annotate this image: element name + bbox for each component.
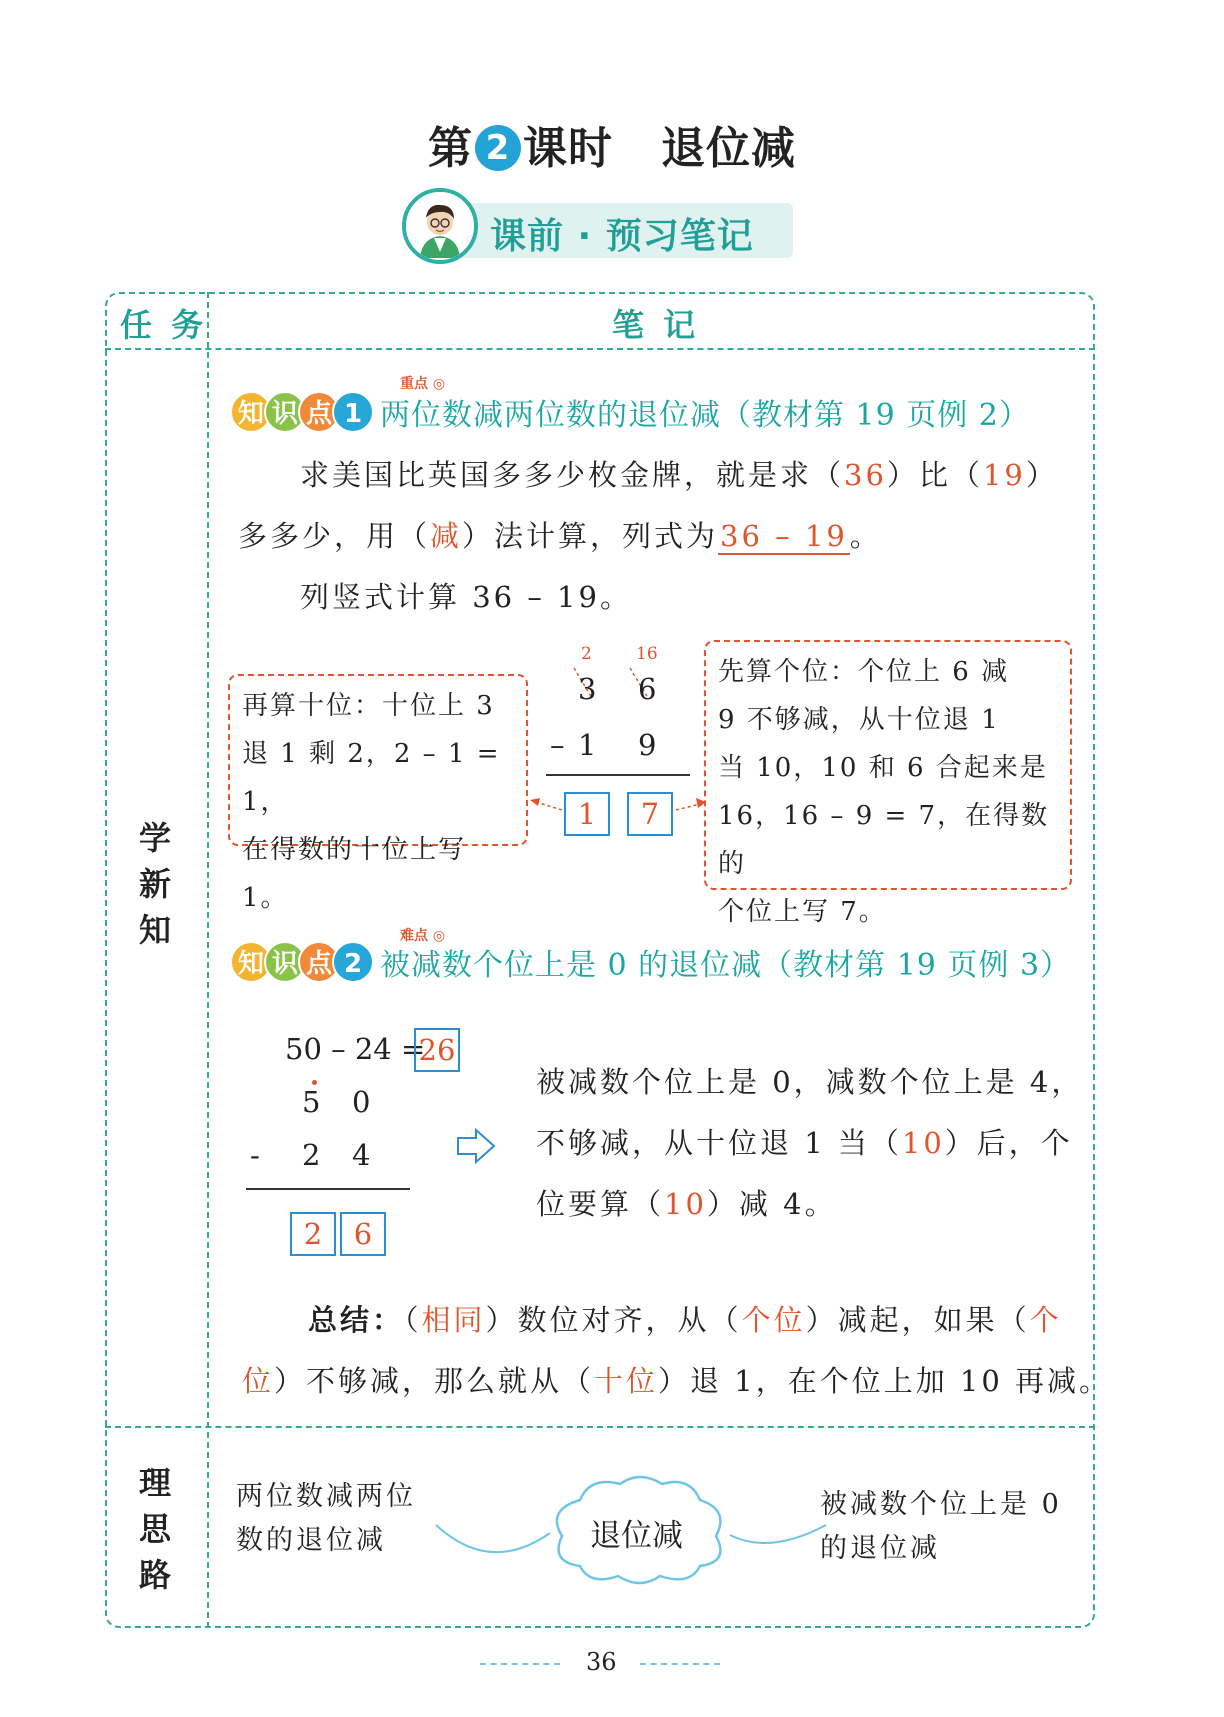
kp-chip: 识	[264, 391, 306, 433]
kp-number: 2	[332, 941, 374, 983]
kp2-subtrahend-tens: 2	[302, 1138, 321, 1172]
row-label-learn-new: 学 新 知	[138, 819, 171, 949]
tens-explanation-box: 再算十位：十位上 3 退 1 剩 2，2 – 1 = 1， 在得数的十位上写 1。	[228, 674, 528, 846]
row-divider	[105, 1426, 1095, 1428]
explanation-arrows	[528, 796, 708, 820]
kp2-minus-sign: -	[250, 1138, 260, 1172]
summary-line2: 位）不够减，那么就从（十位）退 1，在个位上加 10 再减。	[242, 1364, 1112, 1398]
kp2-explanation-line2: 不够减，从十位退 1 当（10）后，个	[536, 1126, 1073, 1160]
column-header-notes: 笔 记	[612, 306, 700, 344]
knowledge-point-1-header	[230, 390, 1030, 434]
right-arrow-icon	[456, 1128, 498, 1164]
difficult-point-tag: 难点 ◎	[400, 928, 446, 944]
kp-chip: 点	[298, 391, 340, 433]
summary-line1: 总结：（相同）数位对齐，从（个位）减起，如果（个	[308, 1303, 1062, 1337]
page-number-rule-left	[480, 1663, 560, 1665]
subtrahend-tens: 1	[578, 728, 597, 762]
kp2-explanation-line1: 被减数个位上是 0，减数个位上是 4，	[536, 1065, 1084, 1099]
kp1-paragraph-line3: 列竖式计算 36 – 19。	[300, 580, 632, 614]
kp2-calc-line	[246, 1188, 410, 1190]
ones-explanation-box: 先算个位：个位上 6 减 9 不够减，从十位退 1 当 10，10 和 6 合起来是 16，16 – 9 = 7，在得数的 个位上写 7。	[704, 640, 1072, 890]
kp2-equation: 50 – 24 =	[285, 1032, 426, 1066]
column-header-task: 任 务	[120, 306, 208, 344]
minuend-tens: 3	[578, 672, 597, 706]
kp2-answer-box: 26	[414, 1028, 460, 1072]
mindmap-center-node: 退位减	[590, 1518, 683, 1554]
kp2-result-tens: 2	[290, 1212, 336, 1256]
key-point-tag: 重点 ◎	[400, 376, 446, 392]
kp1-paragraph-line1: 求美国比英国多多少枚金牌，就是求（36）比（19）	[300, 458, 1058, 492]
knowledge-point-2-title: 被减数个位上是 0 的退位减（教材第 19 页例 3）	[380, 948, 1072, 983]
header-divider	[105, 348, 1095, 350]
row-label-review: 理 思 路	[138, 1464, 171, 1594]
result-tens: 1	[564, 792, 610, 836]
teacher-avatar-icon	[402, 188, 478, 264]
kp1-paragraph-line2: 多多少，用（减）法计算，列式为36 – 19。	[238, 519, 882, 553]
page-number-rule-right	[640, 1663, 720, 1665]
kp-chip: 知	[230, 941, 272, 983]
kp-number: 1	[332, 391, 374, 433]
page-number: 36	[586, 1648, 617, 1676]
kp2-result-ones: 6	[340, 1212, 386, 1256]
calc-line	[546, 774, 690, 776]
kp2-subtrahend-ones: 4	[352, 1138, 371, 1172]
kp2-minuend-ones: 0	[352, 1085, 371, 1119]
kp2-explanation-line3: 位要算（10）减 4。	[536, 1187, 837, 1221]
minuend-ones: 6	[638, 672, 657, 706]
badge-text: 课前 · 预习笔记	[490, 216, 754, 257]
lesson-number: 2	[475, 125, 521, 171]
minus-sign: –	[550, 728, 565, 762]
kp2-minuend-tens: 5	[302, 1085, 321, 1119]
knowledge-point-1-title: 两位数减两位数的退位减（教材第 19 页例 2）	[380, 398, 1030, 433]
subtrahend-ones: 9	[638, 728, 657, 762]
knowledge-point-2-header	[230, 940, 1071, 984]
page-title: 第 2 课时 退位减	[428, 123, 796, 174]
result-ones: 7	[627, 792, 673, 836]
mindmap-left-node: 两位数减两位 数的退位减	[236, 1481, 416, 1556]
mindmap-right-node: 被减数个位上是 0 的退位减	[820, 1489, 1062, 1564]
kp-chip: 识	[264, 941, 306, 983]
borrow-mark-ones: 16	[636, 644, 658, 664]
kp-chip: 知	[230, 391, 272, 433]
kp-chip: 点	[298, 941, 340, 983]
borrow-mark-tens: 2	[581, 644, 592, 664]
